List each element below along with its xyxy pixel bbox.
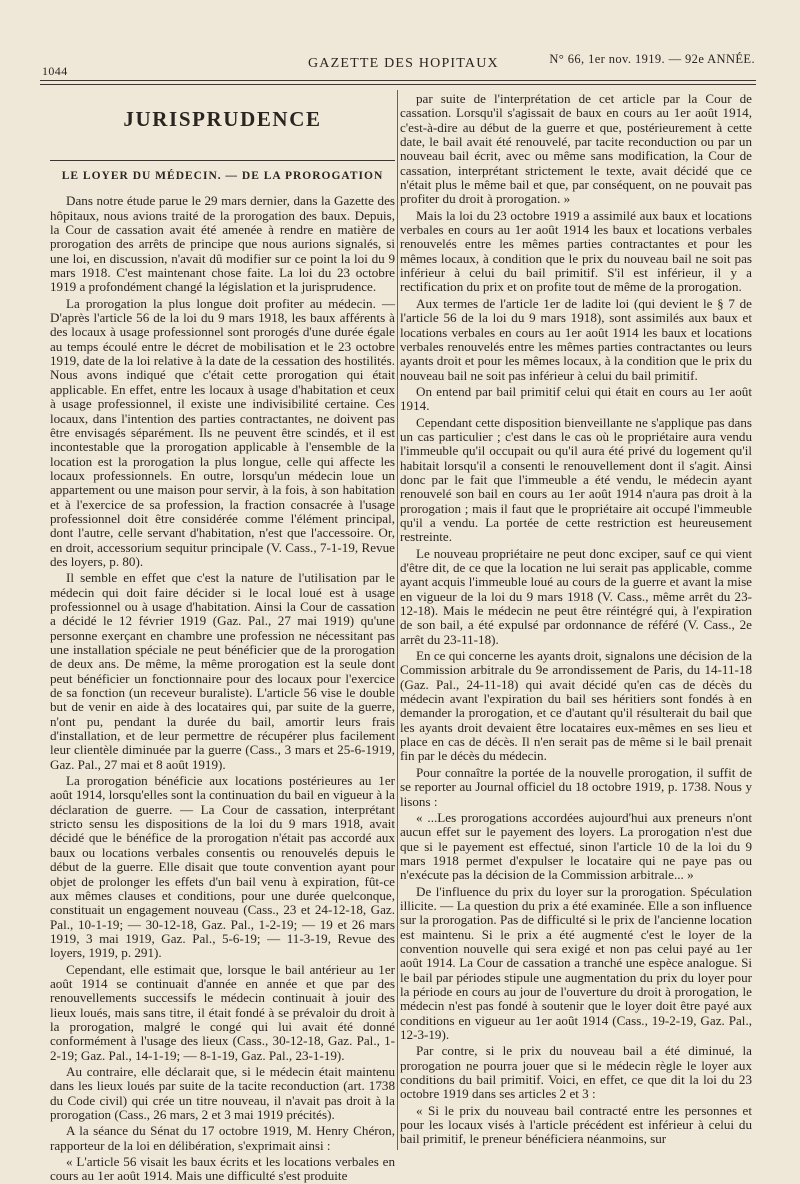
left-column	[50, 92, 395, 1184]
title-rule	[50, 160, 395, 161]
paragraph: Mais la loi du 23 octobre 1919 a assimilé aux baux et locations verbales en cours au 1er août 1914 les baux et locations verbales renouvelés entre les mêmes parties contractantes et pour les mêmes locaux, à condition que le prix du nouveau bail ne soit pas inférieur à celui du bail primitif. S'il est inférieur, il y a rectification du prix et on profite tout de même de la prorogation.	[400, 207, 752, 295]
paragraph: « Si le prix du nouveau bail contracté entre les personnes et pour les locaux visés à l'article précédent est inférieur à celui du bail primitif, le preneur bénéficiera néanmoins, sur	[400, 1102, 752, 1147]
header-rule	[40, 80, 756, 81]
journal-title: GAZETTE DES HOPITAUX	[308, 56, 499, 71]
paragraph: par suite de l'interprétation de cet article par la Cour de cassation. Lorsqu'il s'agissait de baux en cours au 1er août 1914, c'est-à-dire au début de la guerre et que, postérieurement à cette date, le bail avait été renouvelé, par tacite reconduction ou par un nouveau bail écrit, avec ou même sans modification, la Cour de cassation, interprétant strictement le texte, avait décidé que ce n'était plus le même bail et que, par conséquent, on ne pouvait pas profiter du droit à prorogation. »	[400, 91, 752, 207]
paragraph: Au contraire, elle déclarait que, si le médecin était maintenu dans les lieux loués par suite de la tacite reconduction (art. 1738 du Code civil) qui crée un titre nouveau, il n'avait pas droit à la prorogation (Cass., 26 mars, 2 et 3 mai 1919 précités).	[50, 1063, 395, 1122]
paragraph: Aux termes de l'article 1er de ladite loi (qui devient le § 7 de l'article 56 de la loi du 9 mars 1918), sont assimilés aux baux et locations verbales en cours au 1er août 1914 les baux et locations verbales renouvelés entre les mêmes parties contractantes ou leurs ayants droit et pour les mêmes locaux, à la condition que le prix du nouveau bail ne soit pas inférieur à celui du bail primitif.	[400, 295, 752, 383]
section-title: JURISPRUDENCE	[123, 107, 322, 131]
article-subtitle: LE LOYER DU MÉDECIN. — DE LA PROROGATION	[61, 170, 384, 182]
paragraph: En ce qui concerne les ayants droit, signalons une décision de la Commission arbitrale du 9e arrondissement de Paris, du 14-11-18 (Gaz. Pal., 24-11-18) qui avait décidé qu'en cas de décès du médecin avant l'expiration du bail ses héritiers sont fondés à en demander la prorogation, et ce d'autant qu'il résulterait du bail que les ayants droit devaient être locataires eux-mêmes en ses lieu et place en cas de décès. Il n'en serait pas de même si le bail prenait fin par le décès du médecin.	[400, 648, 752, 764]
paragraph: Cependant, elle estimait que, lorsque le bail antérieur au 1er août 1914 se continuait d'année en année et que par des renouvellements successifs le médecin continuait à jouir des lieux loués, mais sans titre, il était fondé à se prévaloir du droit à la prorogation, malgré le congé qui lui avait été donné conformément à l'usage des lieux (Cass., 30-12-18, Gaz. Pal., 1-2-19; Gaz. Pal., 14-1-19; — 8-1-19, Gaz. Pal., 23-1-19).	[50, 961, 395, 1063]
paragraph: Cependant cette disposition bienveillante ne s'applique pas dans un cas particulier ; c'est dans le cas où le propriétaire aura vendu l'immeuble qu'il occupait ou qu'il aura été privé du logement qu'il habitait lorsqu'il a consenti le renouvellement dont il s'agit. Ainsi donc par le fait que l'immeuble a été vendu, le médecin ayant renouvelé son bail en cours au 1er août 1914 n'aura pas droit à la prorogation ; mais il faut que le propriétaire ait occupé l'immeuble qu'il a vendu. La portée de cette restriction est heureusement restreinte.	[400, 414, 752, 545]
paragraph: Pour connaître la portée de la nouvelle prorogation, il suffit de se reporter au Journal officiel du 18 octobre 1919, p. 1738. Nous y lisons :	[400, 764, 752, 809]
paragraph: Par contre, si le prix du nouveau bail a été diminué, la prorogation ne pourra jouer que si le médecin règle le loyer aux conditions du bail primitif. Voici, en effet, ce que dit la loi du 23 octobre 1919 dans ses articles 2 et 3 :	[400, 1043, 752, 1102]
paragraph: Le nouveau propriétaire ne peut donc exciper, sauf ce qui vient d'être dit, de ce que la location ne lui serait pas applicable, comme ayant acquis l'immeuble loué au cours de la guerre et avant la mise en vigueur de la loi du 9 mars 1918 (V. Cass., même arrêt du 23-12-18). Mais le médecin ne peut être réintégré qui, à l'expiration de son bail, a été expulsé par ordonnance de référé (V. Cass., 2e arrêt du 23-11-18).	[400, 545, 752, 647]
paragraph: A la séance du Sénat du 17 octobre 1919, M. Henry Chéron, rapporteur de la loi en délibération, s'exprimait ainsi :	[50, 1123, 395, 1153]
paragraph: « ...Les prorogations accordées aujourd'hui aux preneurs n'ont aucun effet sur le payement des loyers. La prorogation n'est due que si le payement est effectué, sinon l'article 10 de la loi du 9 mars 1918 permet d'expulser le locataire qui ne paye pas ou n'exécute pas la décision de la Commission arbitrale... »	[400, 809, 752, 883]
paragraph: On entend par bail primitif celui qui était en cours au 1er août 1914.	[400, 383, 752, 414]
header-rule-thin	[40, 84, 756, 85]
paragraph: « L'article 56 visait les baux écrits et les locations verbales en cours au 1er août 1914. Mais une difficulté s'est produite	[50, 1154, 395, 1184]
paragraph: La prorogation bénéficie aux locations postérieures au 1er août 1914, lorsqu'elles sont la continuation du bail en vigueur à la déclaration de guerre. — La Cour de cassation, interprétant stricto sensu les dispositions de la loi du 9 mars 1918, avait décidé que le bénéfice de la prorogation n'était pas accordé aux baux ou locations verbales consentis ou renouvelés depuis le début de la guerre. Elle disait que toute convention ayant pour objet de prolonger les effets d'un bail venu à expiration, fût-ce aux mêmes clauses et conditions, pour une durée quelconque, constituait un engagement nouveau (Cass., 23 et 24-12-18, Gaz. Pal., 10-1-19; — 30-12-18, Gaz. Pal., 1-2-19; — 19 et 26 mars 1919, 3 mai 1919, Gaz. Pal., 5-6-19; — 11-3-19, Revue des loyers, 1919, p. 291).	[50, 773, 395, 961]
issue-line: N° 66, 1er nov. 1919. — 92e ANNÉE.	[549, 52, 755, 66]
column-divider	[397, 90, 398, 1150]
paragraph: La prorogation la plus longue doit profiter au médecin. — D'après l'article 56 de la loi du 9 mars 1918, les baux afférents à des locaux à usage professionnel sont prorogés d'une durée égale au temps écoulé entre le décret de mobilisation et le 23 octobre 1919, date de la loi relative à la date de la cessation des hostilités. Nous avons indiqué que c'était cette prorogation qui était applicable. En effet, entre les locaux à usage d'habitation et ceux à usage professionnel, il existe une indivisibilité certaine. Ces locaux, dans l'intention des parties contractantes, ne doivent pas être envisagés séparément. Ils ne peuvent être scindés, et il est incontestable que la prorogation applicable à l'ensemble de la location est la prorogation la plus longue, celle qui affecte les locaux professionnels. En outre, lorsqu'un médecin loue un appartement ou une maison pour servir, à la fois, à son habitation et à l'exercice de sa profession, la fraction consacrée à l'usage professionnel doit être considérée comme l'élément principal, dont l'autre, celle servant d'habitation, n'est que l'accessoire. Or, en droit, accessorium sequitur principale (V. Cass., 7-1-19, Revue des loyers, p. 80).	[50, 295, 395, 569]
running-header	[40, 52, 755, 78]
paragraph: Il semble en effet que c'est la nature de l'utilisation par le médecin qui doit faire décider si le local loué est à usage professionnel ou à usage d'habitation. Ainsi la Cour de cassation a décidé le 12 février 1919 (Gaz. Pal., 27 mai 1919) qu'une personne exerçant en chambre une profession ne nécessitant pas une installation spéciale ne peut bénéficier que de la prorogation de deux ans. De même, la même prorogation est la seule dont peut bénéficier un fonctionnaire pour des locaux pour l'exercice de sa fonction (un receveur buraliste). L'article 56 vise le double but de venir en aide à des locataires qui, par suite de la guerre, n'ont pu, pendant la durée du bail, amortir leurs frais d'installation, et de leur permettre de récupérer plus facilement leur clientèle diminuée par la guerre (Cass., 3 mars et 25-6-1919, Gaz. Pal., 27 mai et 8 août 1919).	[50, 570, 395, 772]
right-column	[400, 92, 752, 1152]
page-number: 1044	[42, 64, 68, 78]
paragraph: De l'influence du prix du loyer sur la prorogation. Spéculation illicite. — La question du prix a été examinée. Elle a son influence sur la prorogation. Pas de difficulté si le prix de l'ancienne location est maintenu. Si le prix a été augmenté c'est le loyer de la convention nouvelle qui sera exigé et non pas celui payé au 1er août 1914. La Cour de cassation a tranché une espèce analogue. Si le bail par périodes stipule une augmentation du prix du loyer pour la période en cours au jour de l'ouverture du droit à prorogation, le médecin n'est pas fondé à soutenir que le loyer doit être payé aux conditions en vigueur au 1er août 1914 (Cass., 19-2-19, Gaz. Pal., 12-3-19).	[400, 883, 752, 1042]
paragraph: Dans notre étude parue le 29 mars dernier, dans la Gazette des hôpitaux, nous avions traité de la prorogation des baux. Depuis, la Cour de cassation avait été amenée à rendre en matière de prorogation des arrêts de principe que nous aurions signalés, si une loi, en discussion, n'avait dû modifier sur ce point la loi du 9 mars 1918. C'est maintenant chose faite. La loi du 23 octobre 1919 a profondément changé la législation et la jurisprudence.	[50, 193, 395, 295]
